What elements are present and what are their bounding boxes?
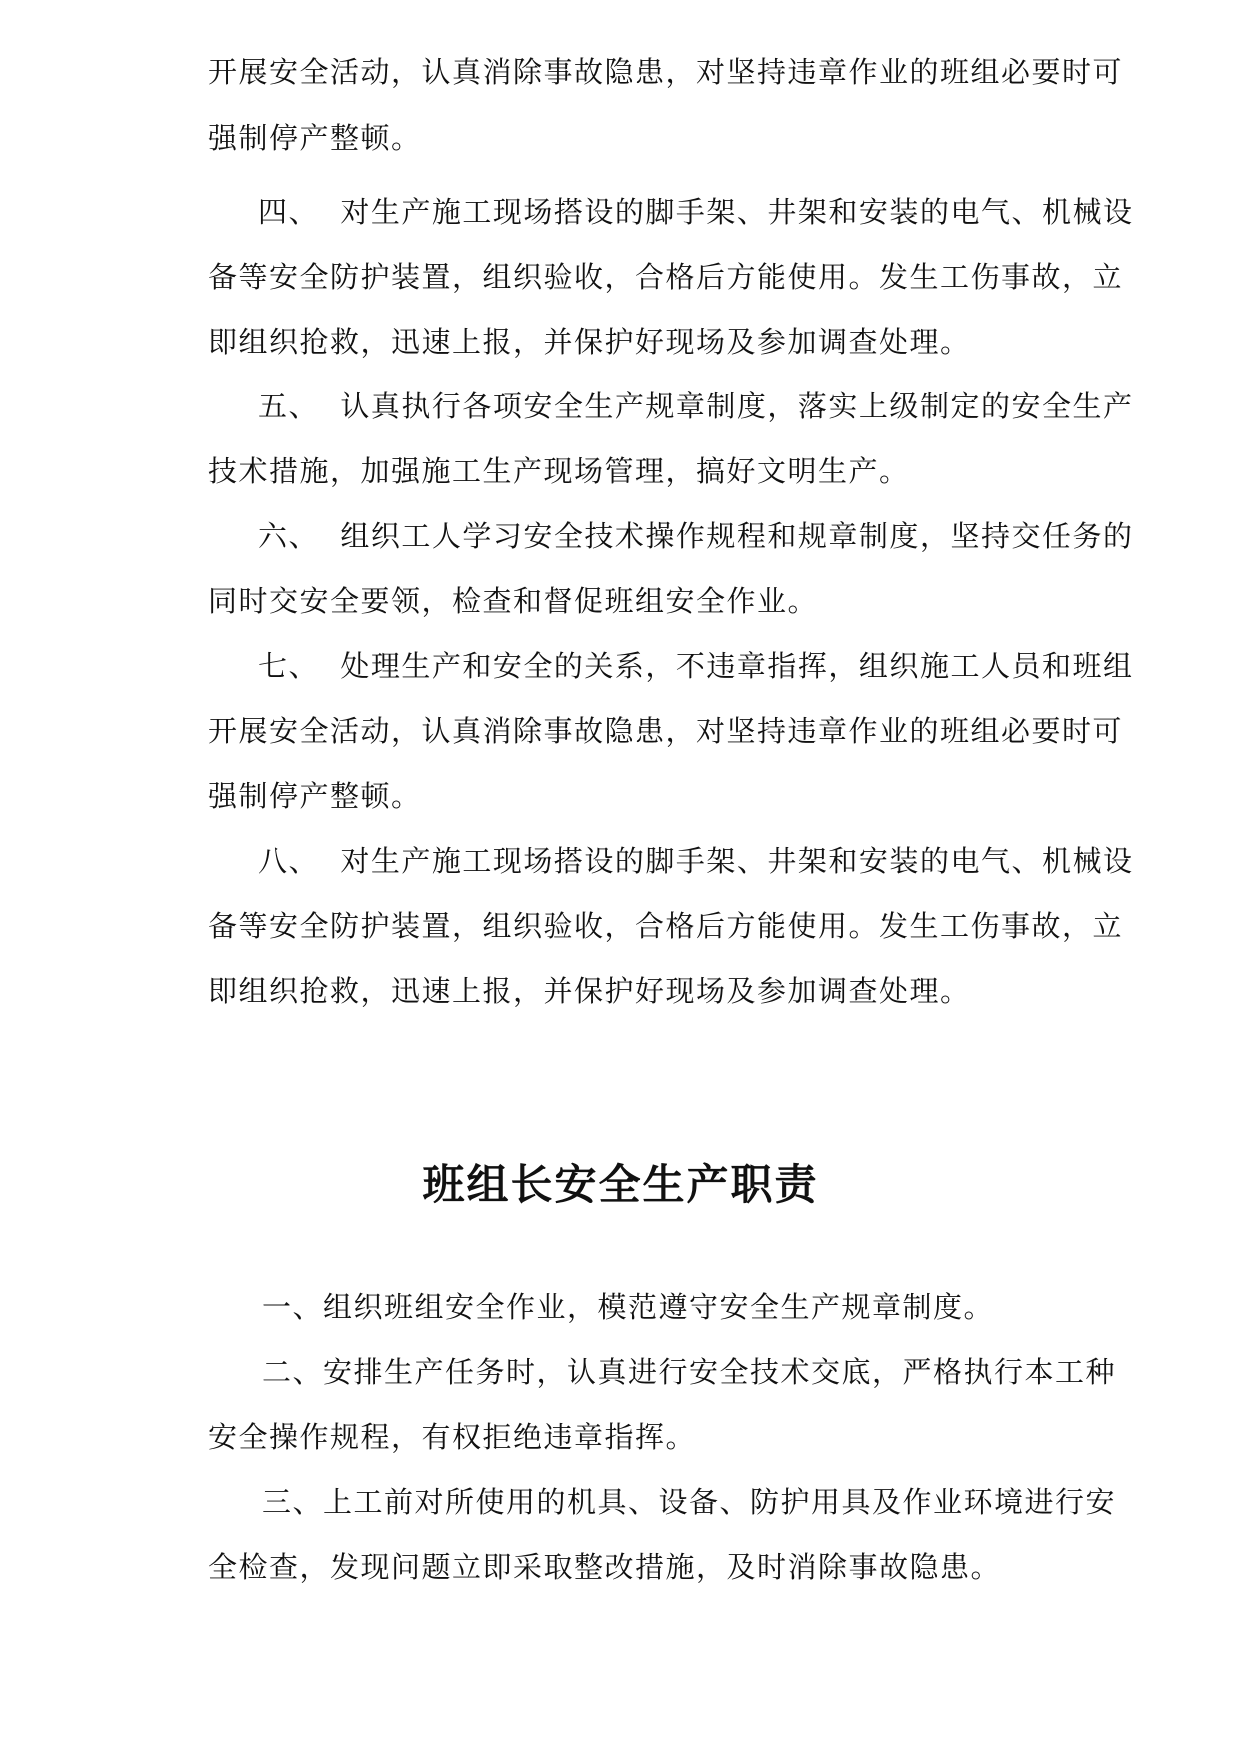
line-text: 三、上工前对所使用的机具、设备、防护用具及作业环境进行安 <box>262 1485 1117 1519</box>
line-text: 全检查，发现问题立即采取整改措施，及时消除事故隐患。 <box>208 1550 1002 1584</box>
line-text: 即组织抢救，迅速上报，并保护好现场及参加调查处理。 <box>208 974 971 1008</box>
line-text: 六、 组织工人学习安全技术操作规程和规章制度，坚持交任务的 <box>258 519 1134 553</box>
line-text: 一、组织班组安全作业，模范遵守安全生产规章制度。 <box>262 1290 995 1324</box>
line-text: 强制停产整顿。 <box>208 779 422 813</box>
line-text: 安全操作规程，有权拒绝违章指挥。 <box>208 1420 697 1454</box>
line-text: 技术措施，加强施工生产现场管理，搞好文明生产。 <box>208 454 910 488</box>
line-text: 备等安全防护装置，组织验收，合格后方能使用。发生工伤事故，立 <box>208 909 1124 943</box>
line-text: 五、 认真执行各项安全生产规章制度，落实上级制定的安全生产 <box>258 389 1134 423</box>
line-text: 强制停产整顿。 <box>208 121 422 155</box>
line-text: 开展安全活动，认真消除事故隐患，对坚持违章作业的班组必要时可 <box>208 55 1124 89</box>
line-text: 备等安全防护装置，组织验收，合格后方能使用。发生工伤事故，立 <box>208 260 1124 294</box>
line-text: 八、 对生产施工现场搭设的脚手架、井架和安装的电气、机械设 <box>258 844 1134 878</box>
line-text: 同时交安全要领，检查和督促班组安全作业。 <box>208 584 819 618</box>
line-text: 四、 对生产施工现场搭设的脚手架、井架和安装的电气、机械设 <box>258 195 1134 229</box>
line-text: 七、 处理生产和安全的关系，不违章指挥，组织施工人员和班组 <box>258 649 1134 683</box>
section-title: 班组长安全生产职责 <box>422 1160 819 1209</box>
line-text: 即组织抢救，迅速上报，并保护好现场及参加调查处理。 <box>208 325 971 359</box>
line-text: 开展安全活动，认真消除事故隐患，对坚持违章作业的班组必要时可 <box>208 714 1124 748</box>
line-text: 二、安排生产任务时，认真进行安全技术交底，严格执行本工种 <box>262 1355 1117 1389</box>
